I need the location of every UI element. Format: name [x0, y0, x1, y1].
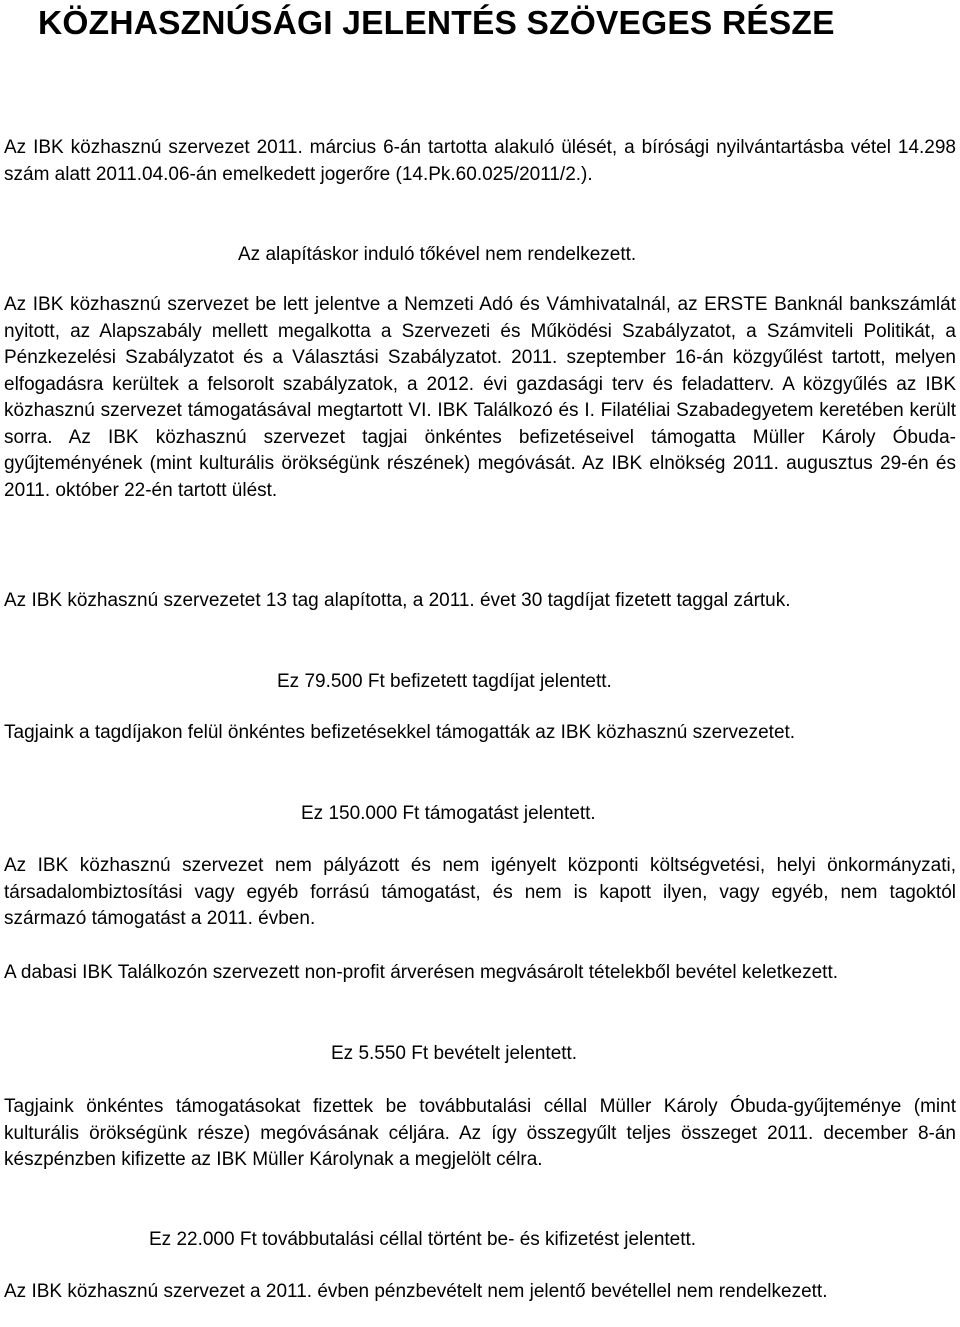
paragraph-members: Az IBK közhasznú szervezetet 13 tag alapította, a 2011. évet 30 tagdíjat fizetett taggal zártuk. [4, 590, 791, 611]
note-membership-fees: Ez 79.500 Ft befizetett tagdíjat jelentett. [277, 671, 612, 692]
paragraph-transfer-support: Tagjaink önkéntes támogatásokat fizettek be továbbutalási céllal Müller Károly Óbuda-gyűjteménye (mint kulturális örökségünk része) megóvásának céljára. Az így összegyűlt teljes összeget 2011. december 8-án készpénzben kifizette az IBK Müller Károlynak a megjelölt célra. [4, 1096, 956, 1170]
paragraph-auction: A dabasi IBK Találkozón szervezett non-profit árverésen megvásárolt tételekből bevétel keletkezett. [4, 962, 838, 983]
paragraph-founding: Az IBK közhasznú szervezet 2011. március 6-án tartotta alakuló ülését, a bírósági nyilvántartásba vétel 14.298 szám alatt 2011.04.06-án emelkedett jogerőre (14.Pk.60.025/2011/2.). [4, 137, 956, 185]
note-auction-income: Ez 5.550 Ft bevételt jelentett. [331, 1043, 578, 1064]
note-transfer-amount: Ez 22.000 Ft továbbutalási céllal történt be- és kifizetést jelentett. [149, 1229, 697, 1250]
note-voluntary-support: Ez 150.000 Ft támogatást jelentett. [301, 803, 596, 824]
paragraph-non-cash-income: Az IBK közhasznú szervezet a 2011. évben pénzbevételt nem jelentő bevétellel nem rendelkezett. [4, 1281, 828, 1302]
paragraph-no-grants: Az IBK közhasznú szervezet nem pályázott és nem igényelt központi költségvetési, helyi önkormányzati, társadalombiztosítási vagy egyéb forrású támogatást, és nem is kapott ilyen, vagy egyéb, nem tagoktól származó támogatást a 2011. évben. [4, 855, 956, 929]
paragraph-activities: Az IBK közhasznú szervezet be lett jelentve a Nemzeti Adó és Vámhivatalnál, az ERSTE Banknál bankszámlát nyitott, az Alapszabály mellett megalkotta a Szervezeti és Működési Szabályzatot, a Számviteli Politikát, a Pénzkezelési Szabályzatot és a Választási Szabályzatot. 2011. szeptember 16-án közgyűlést tartott, melyen elfogadásra kerültek a felsorolt szabályzatok, a 2012. évi gazdasági terv és feladatterv. A közgyűlés az IBK közhasznú szervezet támogatásával megtartott VI. IBK Találkozó és I. Filatéliai Szabadegyetem keretében került sorra. Az IBK közhasznú szervezet tagjai önkéntes befizetéseivel támogatta Müller Károly Óbuda-gyűjteményének (mint kulturális örökségünk részének) megóvását. Az IBK elnökség 2011. augusztus 29-én és 2011. október 22-én tartott ülést. [4, 294, 956, 501]
document-title: KÖZHASZNÚSÁGI JELENTÉS SZÖVEGES RÉSZE [38, 5, 835, 42]
paragraph-voluntary-payments: Tagjaink a tagdíjakon felül önkéntes befizetésekkel támogatták az IBK közhasznú szervezetet. [4, 722, 796, 743]
paragraph-initial-capital: Az alapításkor induló tőkével nem rendelkezett. [238, 244, 637, 265]
